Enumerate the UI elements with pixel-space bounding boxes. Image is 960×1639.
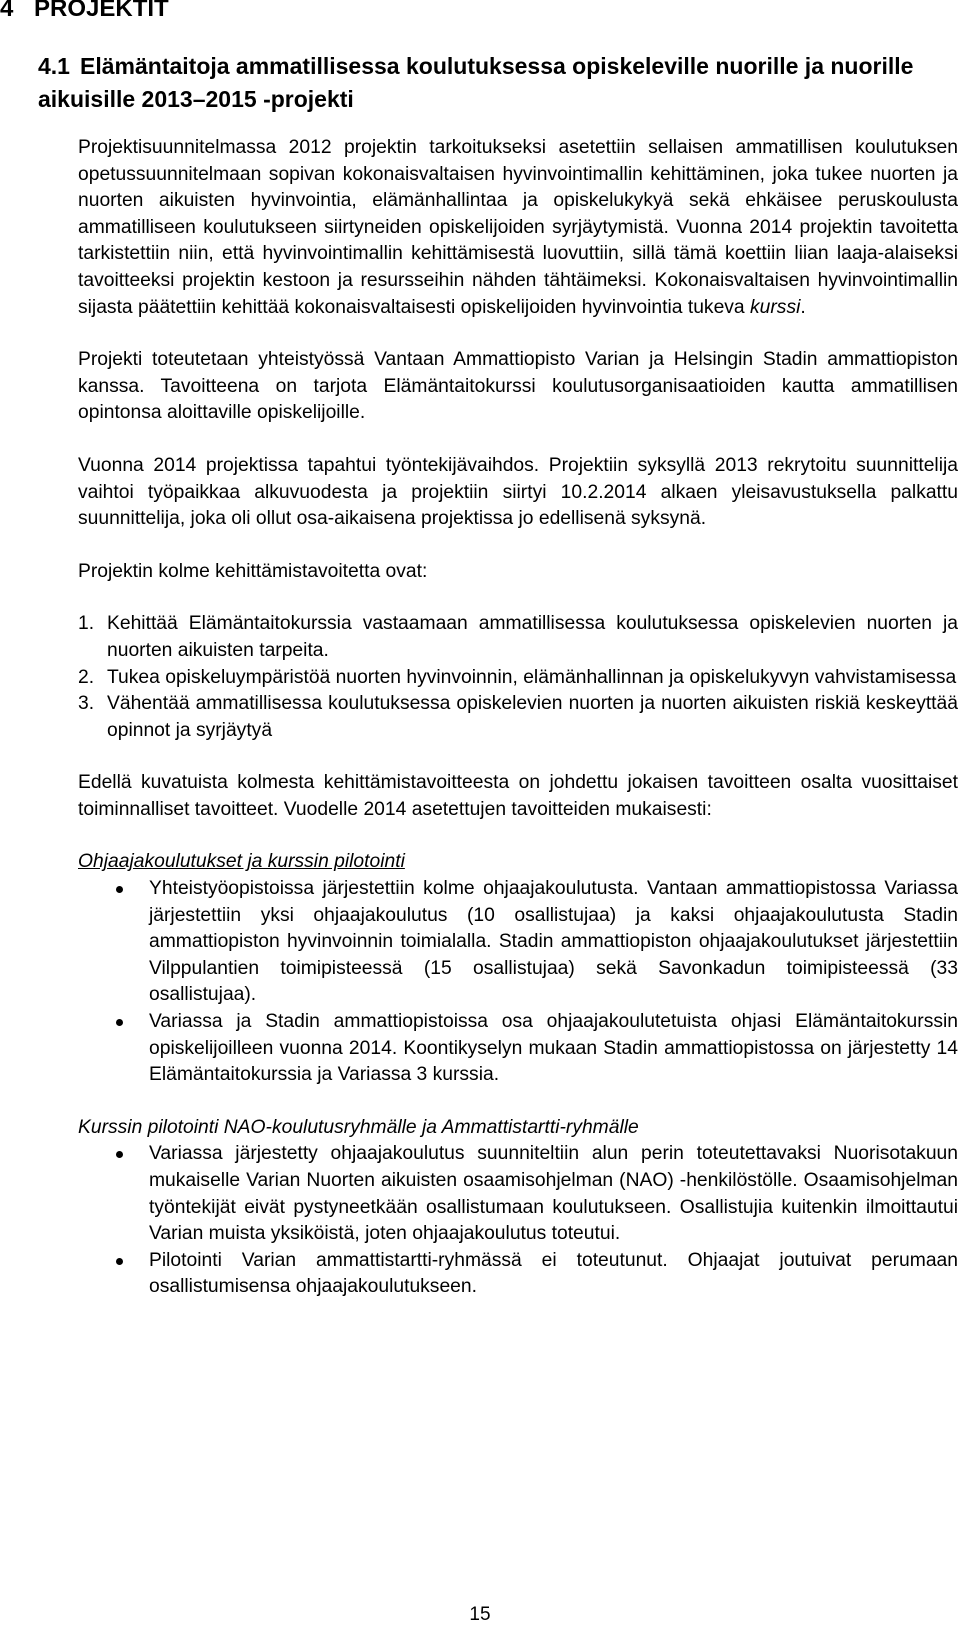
list-item-text: Tukea opiskeluympäristöä nuorten hyvinvoinnin, elämänhallinnan ja opiskelukyvyn vahvistamisessa [107, 666, 957, 688]
list-number: 2. [78, 666, 95, 688]
list-item-text: Yhteistyöopistoissa järjestettiin kolme ohjaajakoulutusta. Vantaan ammattiopistossa Variassa järjestettiin yksi ohjaajakoulutus (10 osallistujaa) ja kaksi ohjaajakoulutusta Stadin ammattiopiston hyvinvoinnin toimialalla. Stadin ammattiopiston ohjaajakoulutukset järjestettiin Vilppulantien toimipisteessä (15 osallistujaa) sekä Savonkadun toimipisteessä (33 osallistujaa). [149, 878, 958, 1006]
body-content [78, 135, 958, 1301]
pilot-bullet-list [78, 1141, 958, 1301]
list-item [78, 665, 958, 692]
list-item [78, 1141, 958, 1247]
paragraph-cooperation: Projekti toteutetaan yhteistyössä Vantaan Ammattiopisto Varian ja Helsingin Stadin ammattiopiston kanssa. Tavoitteena on tarjota Elämäntaitokurssi koulutusorganisaatioiden kautta ammatillisen opintonsa aloittaville opiskelijoille. [78, 349, 958, 424]
chapter-heading [0, 0, 169, 24]
goals-list [78, 611, 958, 744]
list-number: 3. [78, 693, 95, 715]
list-item-text: Pilotointi Varian ammattistartti-ryhmässä ei toteutunut. Ohjaajat joutuivat perumaan osallistumisensa ohjaajakoulutukseen. [149, 1249, 958, 1298]
paragraph-text: Projektisuunnitelmassa 2012 projektin tarkoitukseksi asetettiin sellaisen ammatillisen koulutuksen opetussuunnitelmaan sopivan kokonaisvaltaisen hyvinvointimallin kehittäminen, joka tukee nuorten ja nuorten aikuisten hyvinvointia, elämänhallintaa ja opiskelukykyä sekä ehkäisee peruskoulusta ammatilliseen koulutukseen siirtyneiden opiskelijoiden syrjäytymistä. Vuonna 2014 projektin tavoitetta tarkistettiin niin, että hyvinvointimallin kehittämisestä luovuttiin, sillä tämä koettiin liian laaja-alaiseksi tavoitteeksi projektin kestoon ja resursseihin nähden tähtäimeksi. Kokonaisvaltaisen hyvinvointimallin sijasta päätettiin kehittää kokonaisvaltaisesti opiskelijoiden hyvinvointia tukeva [78, 137, 958, 318]
paragraph-project-purpose [78, 135, 958, 321]
list-item [78, 1248, 958, 1301]
list-item [78, 876, 958, 1009]
paragraph-goals-intro: Projektin kolme kehittämistavoitetta ovat: [78, 560, 428, 582]
training-bullet-list [78, 876, 958, 1089]
chapter-title: PROJEKTIT [34, 0, 169, 22]
subsection-title-training: Ohjaajakoulutukset ja kurssin pilotointi [78, 851, 405, 873]
bullet-icon [116, 1258, 123, 1265]
section-number: 4.1 [38, 53, 70, 79]
list-item [78, 691, 958, 744]
list-item-text: Variassa järjestetty ohjaajakoulutus suunniteltiin alun perin toteutettavaksi Nuorisotakuun mukaiselle Varian Nuorten aikuisten osaamisohjelman (NAO) -henkilöstölle. Osaamisohjelman työntekijät eivät pystyneetkään osallistumaan koulutukseen. Osallistujia kuitenkin ilmoittautui Varian muista yksiköistä, joten ohjaajakoulutus toteutui. [149, 1143, 958, 1245]
list-item-text: Variassa ja Stadin ammattiopistoissa osa ohjaajakoulutetuista ohjasi Elämäntaitokurssin opiskelijoilleen vuonna 2014. Koontikyselyn mukaan Stadin ammattiopistossa on järjestetty 14 Elämäntaitokurssia ja Variassa 3 kurssia. [149, 1011, 958, 1086]
paragraph-annual-goals: Edellä kuvatuista kolmesta kehittämistavoitteesta on johdettu jokaisen tavoitteen osalta vuosittaiset toiminnalliset tavoitteet. Vuodelle 2014 asetettujen tavoitteiden mukaisesti: [78, 772, 958, 820]
bullet-icon [116, 1019, 123, 1026]
list-item [78, 611, 958, 664]
paragraph-staff-change: Vuonna 2014 projektissa tapahtui työntekijävaihdos. Projektiin syksyllä 2013 rekrytoitu suunnittelija vaihtoi työpaikkaa alkuvuodesta ja projektiin siirtyi 10.2.2014 alkaen yleisavustuksella palkattu suunnittelija, joka oli ollut osa-aikaisena projektissa jo edellisenä syksynä. [78, 454, 958, 530]
bullet-icon [116, 886, 123, 893]
section-title: Elämäntaitoja ammatillisessa koulutuksessa opiskeleville nuorille ja nuorille aikuisille 2013–2015 -projekti [38, 53, 914, 112]
list-number: 1. [78, 613, 95, 635]
page-number: 15 [469, 1604, 491, 1625]
section-heading [38, 50, 960, 116]
subsection-title-pilot: Kurssin pilotointi NAO-koulutusryhmälle ja Ammattistartti-ryhmälle [78, 1116, 639, 1138]
list-item-text: Kehittää Elämäntaitokurssia vastaamaan ammatillisessa koulutuksessa opiskelevien nuorten ja nuorten aikuisten tarpeita. [107, 613, 958, 661]
chapter-number: 4 [0, 0, 14, 22]
italic-word: kurssi [750, 296, 801, 318]
list-item [78, 1009, 958, 1089]
bullet-icon [116, 1151, 123, 1158]
paragraph-end: . [800, 296, 806, 318]
list-item-text: Vähentää ammatillisessa koulutuksessa opiskelevien nuorten ja nuorten aikuisten riskiä keskeyttää opinnot ja syrjäytyä [107, 693, 958, 741]
